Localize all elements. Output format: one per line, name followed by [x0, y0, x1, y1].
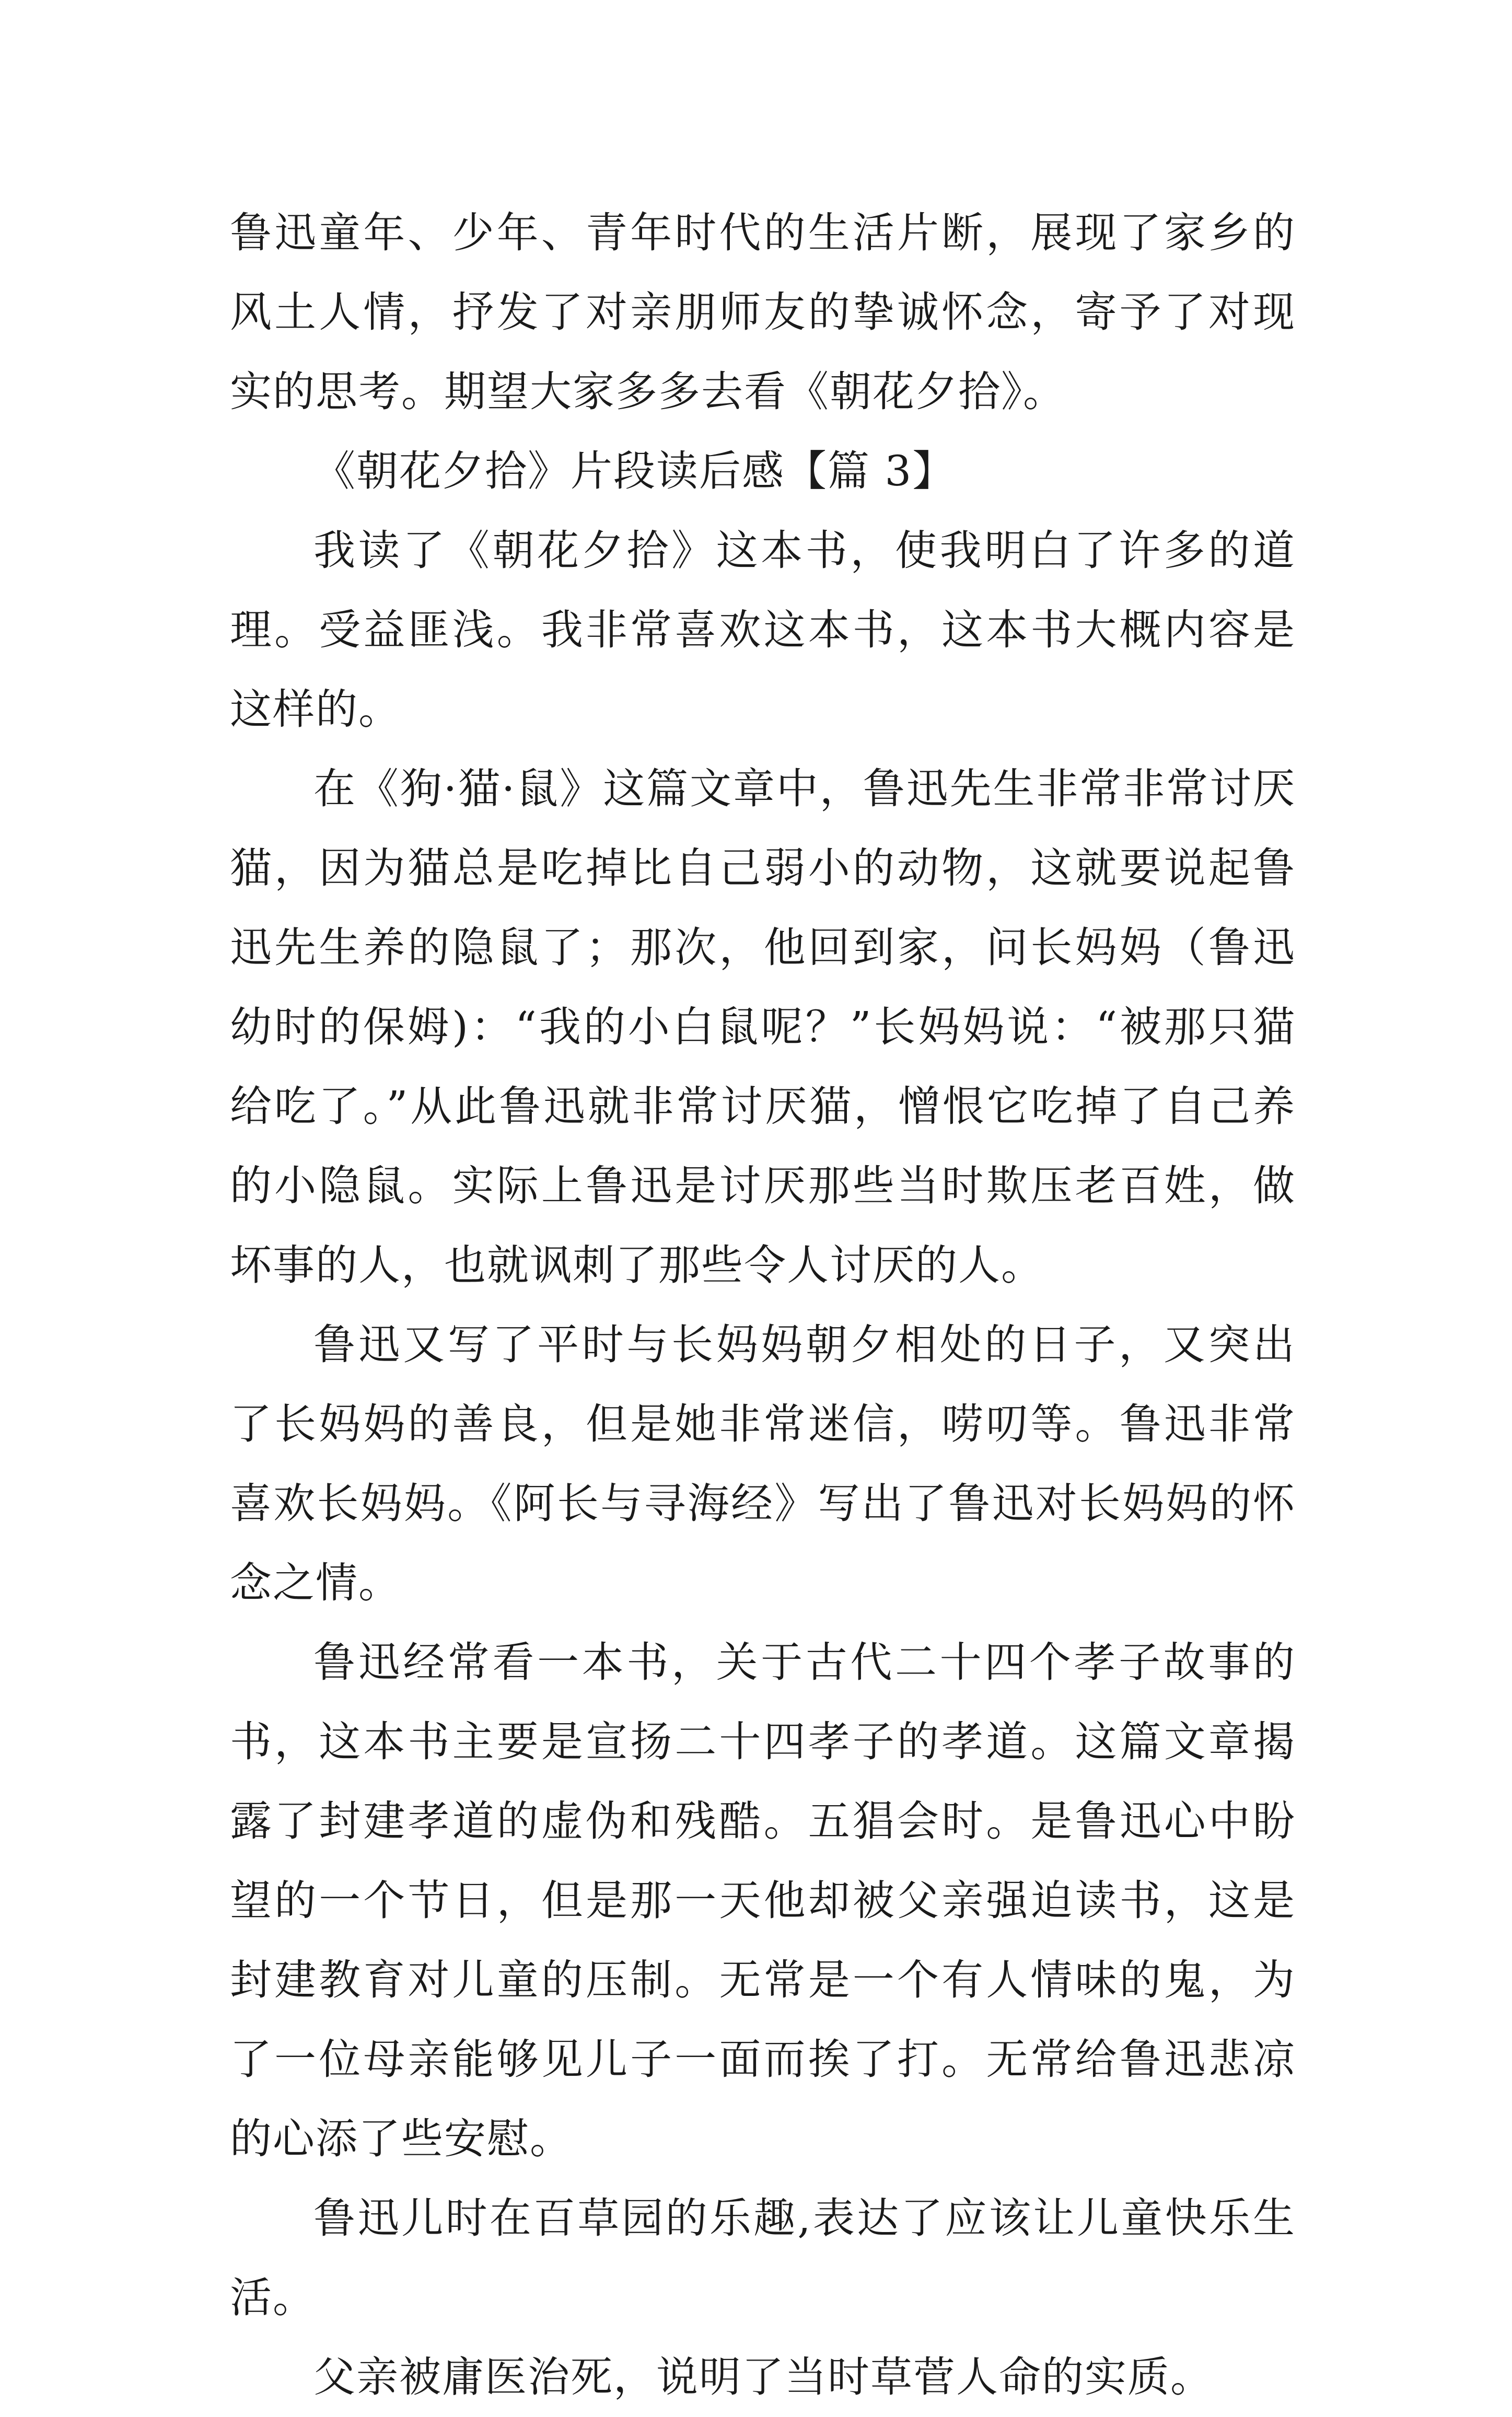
- paragraph-3: 在《狗·猫·鼠》这篇文章中，鲁迅先生非常非常讨厌猫，因为猫总是吃掉比自己弱小的动物，这就要说起鲁迅先生养的隐鼠了；那次，他回到家，问长妈妈（鲁迅幼时的保姆)：“我的小白鼠呢？”长妈妈说：“被那只猫给吃了。”从此鲁迅就非常讨厌猫，憎恨它吃掉了自己养的小隐鼠。实际上鲁迅是讨厌那些当时欺压老百姓，做坏事的人，也就讽刺了那些令人讨厌的人。: [230, 764, 1296, 1289]
- paragraph-6: 鲁迅儿时在百草园的乐趣,表达了应该让儿童快乐生活。: [230, 2194, 1296, 2322]
- section-heading: 《朝花夕拾》片段读后感【篇 3】: [313, 447, 956, 495]
- paragraph-1: 鲁迅童年、少年、青年时代的生活片断，展现了家乡的风土人情，抒发了对亲朋师友的挚诚怀念，寄予了对现实的思考。期望大家多多去看《朝花夕拾》。: [230, 208, 1296, 416]
- paragraph-7: 父亲被庸医治死，说明了当时草菅人命的实质。: [313, 2353, 1213, 2401]
- paragraph-2: 我读了《朝花夕拾》这本书，使我明白了许多的道理。受益匪浅。我非常喜欢这本书，这本书大概内容是这样的。: [230, 526, 1296, 734]
- paragraph-4: 鲁迅又写了平时与长妈妈朝夕相处的日子，又突出了长妈妈的善良，但是她非常迷信，唠叨等。鲁迅非常喜欢长妈妈。《阿长与寻海经》写出了鲁迅对长妈妈的怀念之情。: [230, 1320, 1296, 1607]
- document-body: [230, 193, 1296, 2417]
- paragraph-5: 鲁迅经常看一本书，关于古代二十四个孝子故事的书，这本书主要是宣扬二十四孝子的孝道。这篇文章揭露了封建孝道的虚伪和残酷。五猖会时。是鲁迅心中盼望的一个节日，但是那一天他却被父亲强迫读书，这是封建教育对儿童的压制。无常是一个有人情味的鬼，为了一位母亲能够见儿子一面而挨了打。无常给鲁迅悲凉的心添了些安慰。: [230, 1638, 1296, 2163]
